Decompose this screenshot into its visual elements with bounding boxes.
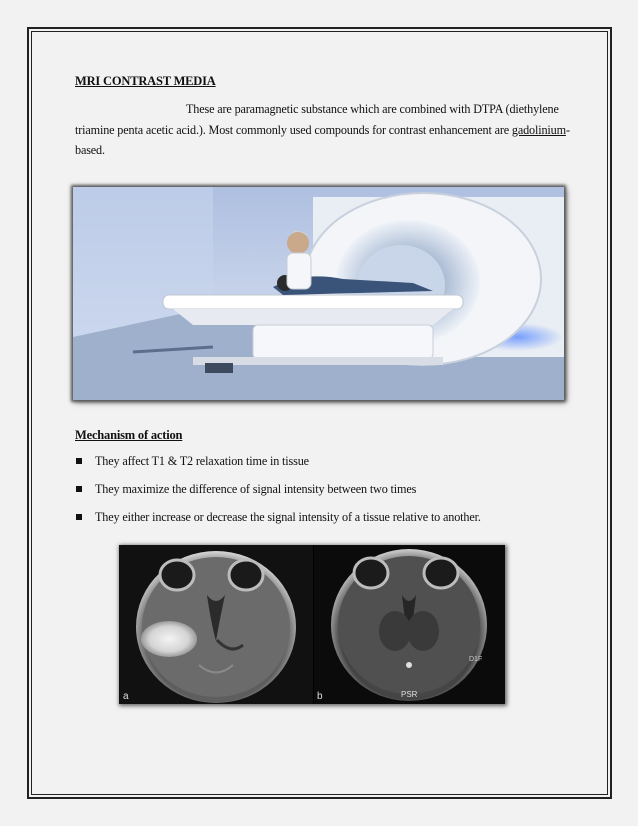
bullet-square-icon [76, 486, 82, 492]
gadolinium-term: gadolinium [511, 122, 566, 137]
mechanism-heading: Mechanism of action [75, 428, 183, 442]
scan-b-label: b [317, 691, 323, 702]
bullet-square-icon [76, 514, 82, 520]
psr-label: PSR [401, 690, 418, 699]
mri-scanner-photo [73, 187, 564, 400]
bullet-square-icon [76, 458, 82, 464]
list-item: They either increase or decrease the signal intensity of a tissue relative to another. [75, 506, 481, 534]
paragraph-text-1: These are paramagnetic substance which are combined with DTPA (diethylene triamine penta acetic acid.). Most commonly used compounds for contrast enhancement are [75, 102, 559, 137]
page-title: MRI CONTRAST MEDIA [75, 74, 216, 88]
list-item: They maximize the difference of signal intensity between two times [75, 478, 481, 506]
scan-a-label: a [123, 691, 129, 702]
mechanism-list [75, 450, 481, 534]
intro-paragraph [75, 99, 575, 161]
list-item: They affect T1 & T2 relaxation time in tissue [75, 450, 481, 478]
paragraph-text-2: -based. [75, 122, 570, 157]
mri-brain-scans-figure [119, 545, 505, 704]
corner-label: D1F [469, 656, 483, 663]
